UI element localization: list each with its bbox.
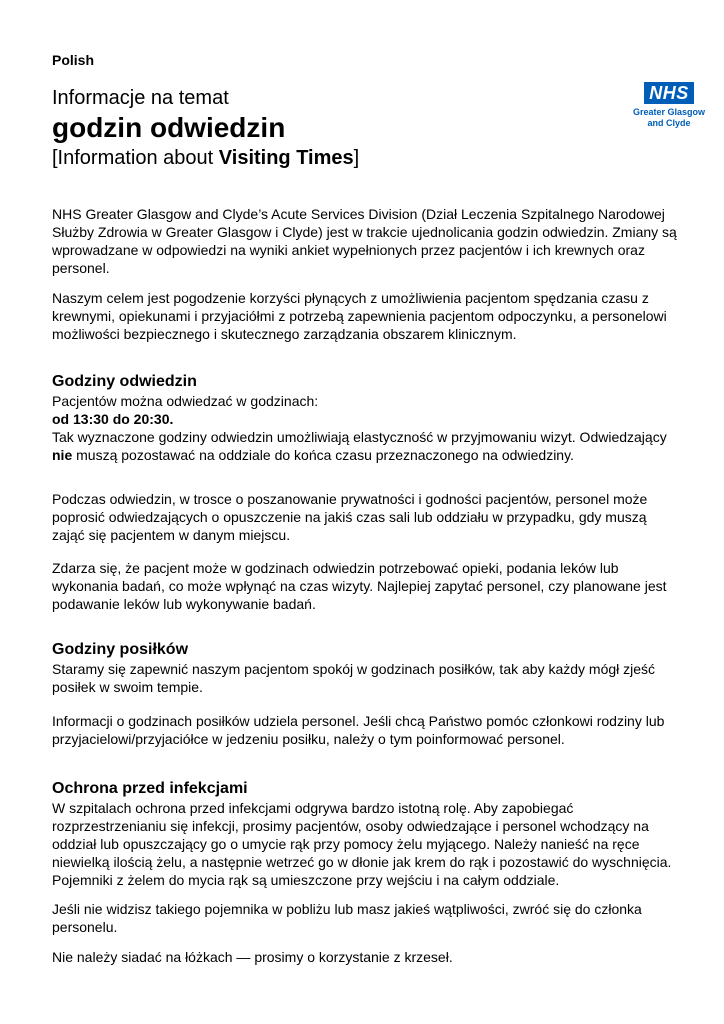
title-line-1: Informacje na temat <box>52 87 229 109</box>
infection-paragraph-3: Nie należy siadać na łóżkach — prosimy o korzystanie z krzeseł. <box>52 949 453 965</box>
nhs-logo-subtitle <box>632 107 706 129</box>
title-english-suffix: ] <box>353 147 360 169</box>
language-label: Polish <box>52 52 95 68</box>
visiting-paragraph-3: Zdarza się, że pacjent może w godzinach odwiedzin potrzebować opieki, podania leków lub wykonania badań, co może wpłynąć na czas wizyty. Najlepiej zapytać personel, czy planowane jest podawanie leków lub wykonywanie badań. <box>52 560 667 612</box>
infection-section <box>52 779 682 889</box>
meals-paragraph-1: Staramy się zapewnić naszym pacjentom spokój w godzinach posiłków, tak aby każdy mógł zjeść posiłek w swoim tempie. <box>52 661 656 695</box>
meals-heading: Godziny posiłków <box>52 641 189 658</box>
infection-heading: Ochrona przed infekcjami <box>52 780 248 797</box>
title-line-2: godzin odwiedzin <box>52 112 286 143</box>
nhs-logo-line-2: and Clyde <box>647 118 691 128</box>
title-english-bold: Visiting Times <box>218 147 354 169</box>
nhs-logo <box>632 82 706 129</box>
visiting-section <box>52 372 682 464</box>
intro-paragraph-1: NHS Greater Glasgow and Clyde’s Acute Services Division (Dział Leczenia Szpitalnego Narodowej Służby Zdrowia w Greater Glasgow i Clyde) jest w trakcie ujednolicania godzin odwiedzin. Zmiany są wprowadzane w odpowiedzi na wyniki ankiet wypełnionych przez pacjentów i ich krewnych oraz personel. <box>52 206 677 276</box>
nhs-mark: NHS <box>644 82 694 104</box>
visiting-not-bold: nie <box>52 447 73 463</box>
meals-section <box>52 640 682 696</box>
intro-paragraph-2: Naszym celem jest pogodzenie korzyści płynących z umożliwienia pacjentom spędzania czasu z krewnymi, opiekunami i przyjaciółmi z potrzebą zapewnienia pacjentom odpoczynku, a personelowi możliwości bezpiecznego i skutecznego zarządzania obszarem klinicznym. <box>52 290 667 342</box>
visiting-line-1: Pacjentów można odwiedzać w godzinach: <box>52 393 319 409</box>
visiting-hours: od 13:30 do 20:30. <box>52 411 174 427</box>
title-english-prefix: [Information about <box>52 147 219 169</box>
visiting-paragraph-2: Podczas odwiedzin, w trosce o poszanowanie prywatności i godności pacjentów, personel może poprosić odwiedzających o opuszczenie na jakiś czas sali lub oddziału w przypadku, gdy muszą zająć się pacjentem w danym miejscu. <box>52 491 648 543</box>
infection-paragraph-2: Jeśli nie widzisz takiego pojemnika w pobliżu lub masz jakieś wątpliwości, zwróć się do członka personelu. <box>52 901 642 935</box>
infection-paragraph-1: W szpitalach ochrona przed infekcjami odgrywa bardzo istotną rolę. Aby zapobiegać rozprzestrzenianiu się infekcji, prosimy pacjentów, osoby odwiedzające i personel wchodzący na oddział lub opuszczający go o umycie rąk przy pomocy żelu myjącego. Należy nanieść na ręce niewielką ilością żelu, a następnie wetrzeć go w dłonie jak krem do rąk i pozostawić do wyschnięcia. Pojemniki z żelem do mycia rąk są umieszczone przy wejściu i na całym oddziale. <box>52 800 672 888</box>
title-line-3 <box>52 145 359 171</box>
visiting-flexibility: Tak wyznaczone godziny odwiedzin umożliwiają elastyczność w przyjmowaniu wizyt. Odwiedzający nie muszą pozostawać na oddziale do końca czasu przeznaczonego na odwiedziny. <box>52 429 667 463</box>
meals-paragraph-2: Informacji o godzinach posiłków udziela personel. Jeśli chcą Państwo pomóc członkowi rodziny lub przyjacielowi/przyjaciółce w jedzeniu posiłku, należy o tym poinformować personel. <box>52 713 665 747</box>
nhs-logo-line-1: Greater Glasgow <box>632 107 706 117</box>
visiting-heading: Godziny odwiedzin <box>52 373 197 390</box>
